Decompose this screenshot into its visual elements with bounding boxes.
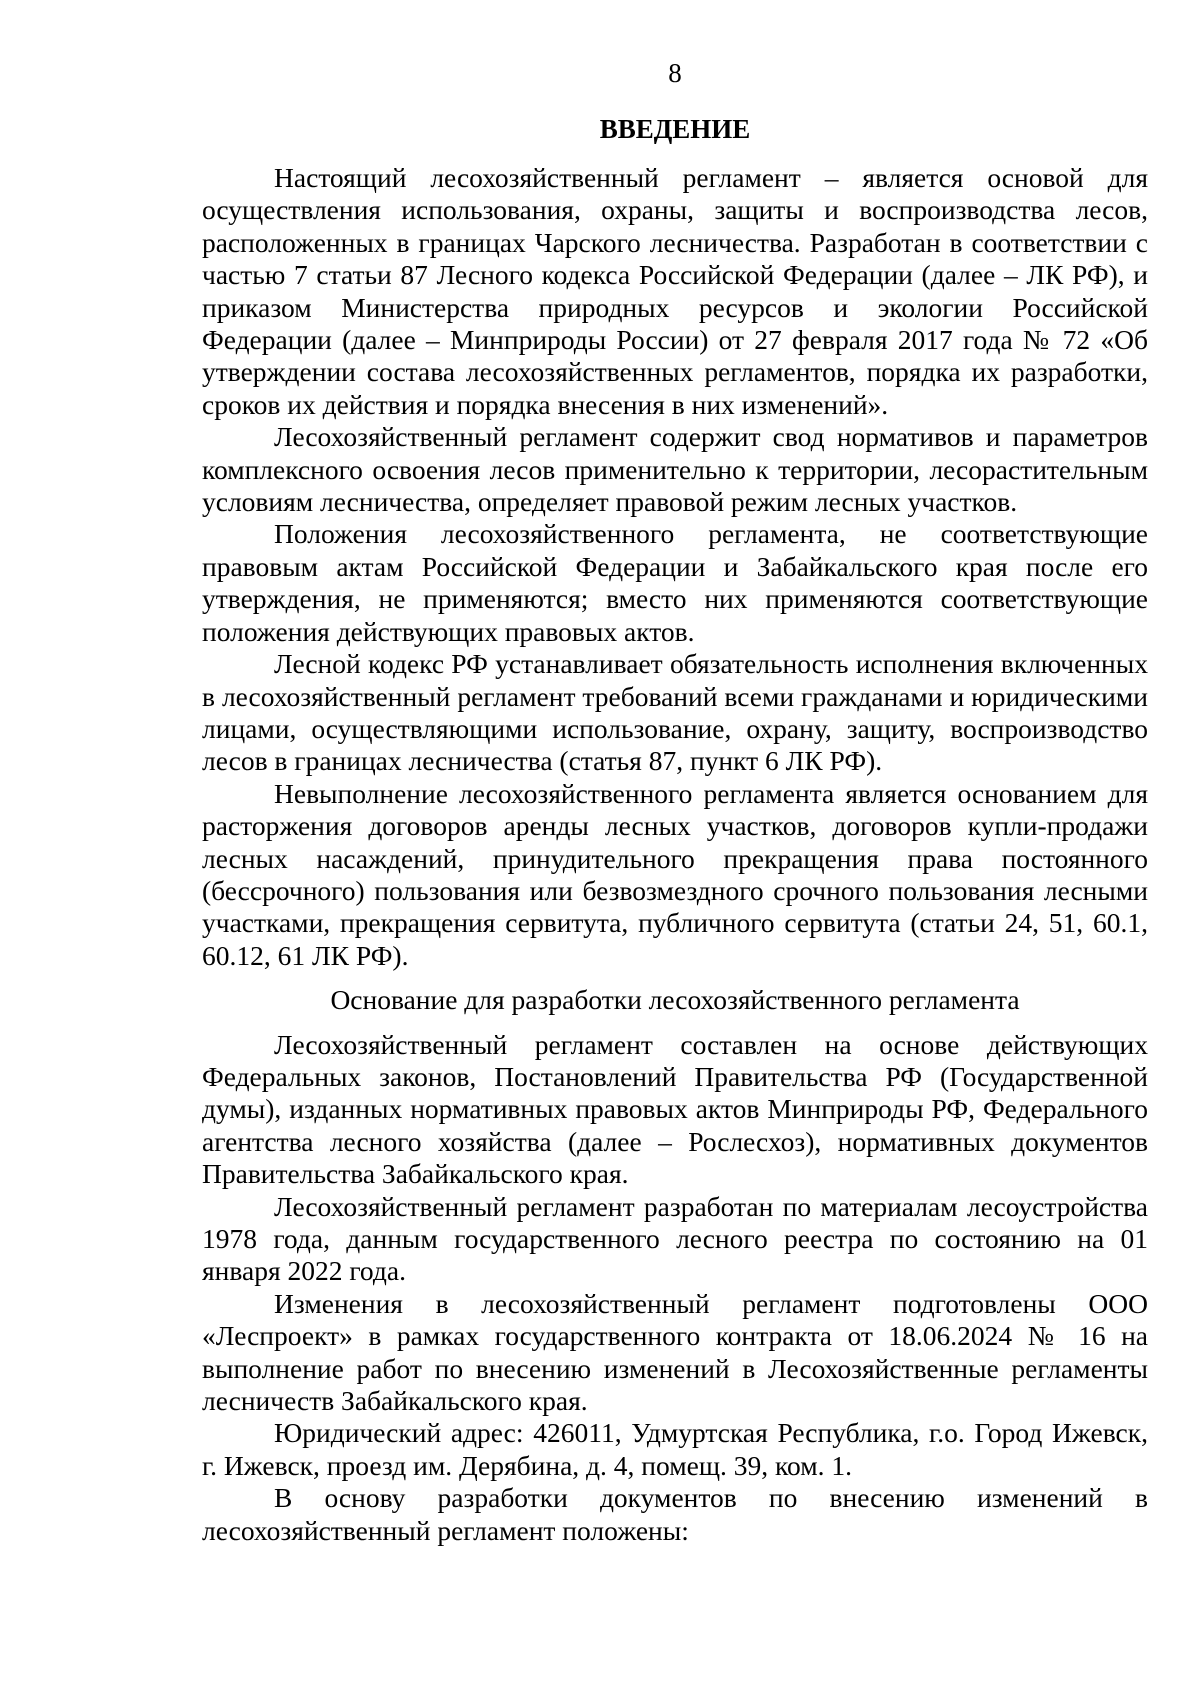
basis-paragraph-5: В основу разработки документов по внесению изменений в лесохозяйственный регламент положены: xyxy=(202,1482,1148,1546)
intro-paragraph-4: Лесной кодекс РФ устанавливает обязательность исполнения включенных в лесохозяйственный регламент требований всеми гражданами и юридическими лицами, осуществляющими использование, охрану, защиту, воспроизводство лесов в границах лесничества (статья 87, пункт 6 ЛК РФ). xyxy=(202,648,1148,777)
basis-paragraph-1: Лесохозяйственный регламент составлен на основе действующих Федеральных законов, Постановлений Правительства РФ (Государственной думы), изданных нормативных правовых актов Минприроды РФ, Федерального агентства лесного хозяйства (далее – Рослесхоз), нормативных документов Правительства Забайкальского края. xyxy=(202,1028,1148,1190)
intro-paragraph-3: Положения лесохозяйственного регламента, не соответствующие правовым актам Российской Федерации и Забайкальского края после его утверждения, не применяются; вместо них применяются соответствующие положения действующих правовых актов. xyxy=(202,518,1148,647)
document-body xyxy=(202,162,1148,1547)
basis-paragraph-4: Юридический адрес: 426011, Удмуртская Республика, г.о. Город Ижевск, г. Ижевск, проезд им. Дерябина, д. 4, помещ. 39, ком. 1. xyxy=(202,1417,1148,1481)
intro-paragraph-1: Настоящий лесохозяйственный регламент – является основой для осуществления использования, охраны, защиты и воспроизводства лесов, расположенных в границах Чарского лесничества. Разработан в соответствии с частью 7 статьи 87 Лесного кодекса Российской Федерации (далее – ЛК РФ), и приказом Министерства природных ресурсов и экологии Российской Федерации (далее – Минприроды России) от 27 февраля 2017 года № 72 «Об утверждении состава лесохозяйственных регламентов, порядка их разработки, сроков их действия и порядка внесения в них изменений». xyxy=(202,162,1148,420)
page-number: 8 xyxy=(668,58,682,88)
basis-paragraph-3: Изменения в лесохозяйственный регламент подготовлены ООО «Леспроект» в рамках государственного контракта от 18.06.2024 № 16 на выполнение работ по внесению изменений в Лесохозяйственные регламенты лесничеств Забайкальского края. xyxy=(202,1287,1148,1417)
intro-paragraph-2: Лесохозяйственный регламент содержит свод нормативов и параметров комплексного освоения лесов применительно к территории, лесорастительным условиям лесничества, определяет правовой режим лесных участков. xyxy=(202,421,1148,518)
intro-paragraph-5: Невыполнение лесохозяйственного регламента является основанием для расторжения договоров аренды лесных участков, договоров купли-продажи лесных насаждений, принудительного прекращения права постоянного (бессрочного) пользования или безвозмездного срочного пользования лесными участками, прекращения сервитута, публичного сервитута (статьи 24, 51, 60.1, 60.12, 61 ЛК РФ). xyxy=(202,777,1148,971)
page-title: ВВЕДЕНИЕ xyxy=(599,114,751,144)
section-heading: Основание для разработки лесохозяйственного регламента xyxy=(330,984,1020,1016)
basis-paragraph-2: Лесохозяйственный регламент разработан по материалам лесоустройства 1978 года, данным государственного лесного реестра по состоянию на 01 января 2022 года. xyxy=(202,1190,1148,1287)
